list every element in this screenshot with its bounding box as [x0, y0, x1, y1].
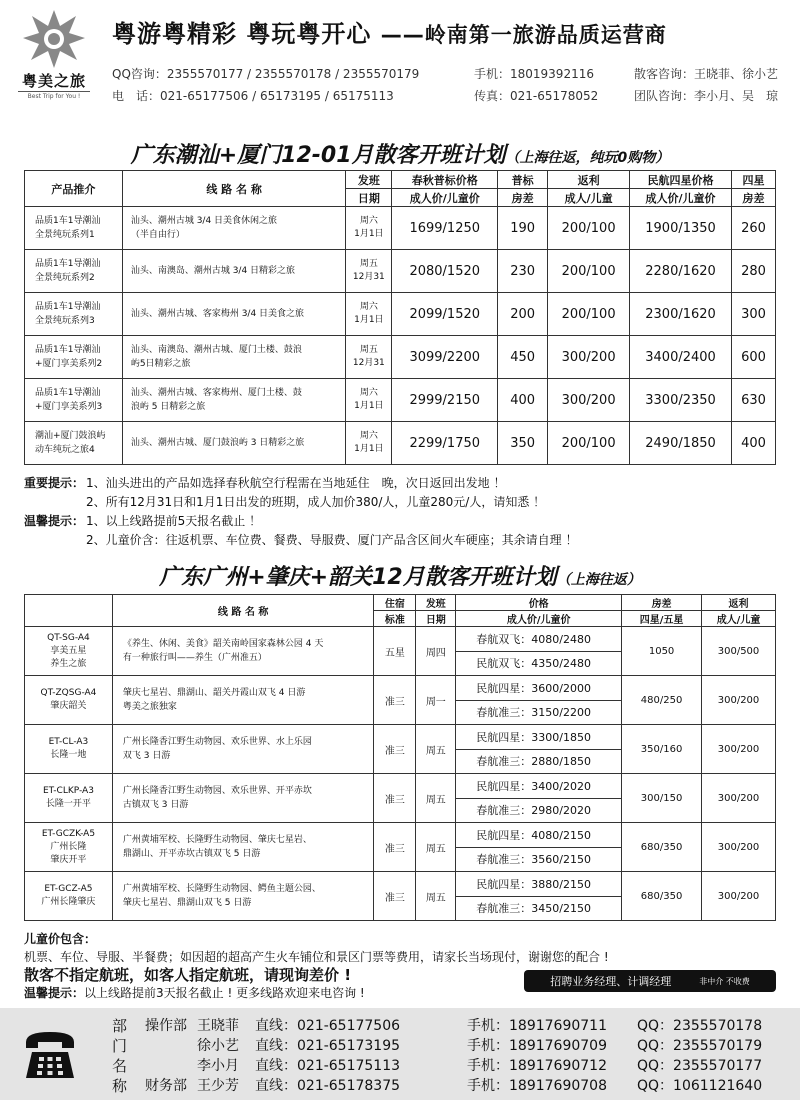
code-line: 肇庆韶关 — [50, 701, 87, 711]
diff-cell: 480/250 — [622, 676, 702, 725]
route-cell — [122, 250, 346, 293]
price-cell: 3099/2200 — [392, 336, 498, 379]
route-cell — [112, 872, 374, 921]
dept-char: 部 — [112, 1017, 128, 1035]
contact-row — [145, 1076, 797, 1096]
route-line: 汕头、南澳岛、潮州古城、厦门土楼、鼓浪 — [130, 345, 302, 355]
product-line: 品质1车1导潮汕 — [35, 216, 101, 226]
rebate-cell: 300/200 — [702, 774, 776, 823]
code-line: ET-GCZ-A5 — [44, 884, 93, 894]
col-diff-bottom: 四星/五星 — [622, 611, 702, 627]
date-cell — [346, 207, 392, 250]
stay-cell: 准三 — [374, 823, 416, 872]
date-cell: 周五 — [416, 774, 456, 823]
product-line: 全景纯玩系列1 — [35, 230, 95, 240]
rebate-cell: 300/500 — [702, 627, 776, 676]
route-line: 广州黄埔军校、长隆野生动物园、肇庆七星岩、 — [122, 835, 312, 845]
rebate-cell: 300/200 — [702, 823, 776, 872]
route-line: 鼎湖山、开平赤坎古镇双飞 5 日游 — [122, 849, 261, 859]
price-cell: 春航准三：3150/2200 — [456, 700, 622, 725]
code-line: 广州长隆肇庆 — [41, 897, 96, 907]
flight-note: 散客不指定航班，如客人指定航班，请现询差价 ! — [24, 966, 352, 984]
date-cell — [346, 336, 392, 379]
price-cell: 2299/1750 — [392, 422, 498, 465]
product-cell — [25, 207, 123, 250]
rebate-cell: 200/100 — [548, 293, 630, 336]
date-line: 周六 — [359, 216, 378, 226]
route-line: 汕头、潮州古城 3/4 日美食休闲之旅 — [130, 216, 278, 226]
route-line: 汕头、潮州古城、厦门鼓浪屿 3 日精彩之旅 — [130, 438, 305, 448]
col-star-top: 四星 — [732, 171, 776, 189]
code-line: 养生之旅 — [50, 658, 87, 669]
diff-cell: 230 — [498, 250, 548, 293]
important-note: 1、汕头进出的产品如选择春秋航空行程需在当地延住 晚，次日返回出发地 ！ — [86, 476, 506, 490]
contact-row — [145, 1056, 797, 1076]
price-cell: 1699/1250 — [392, 207, 498, 250]
diff-cell: 200 — [498, 293, 548, 336]
col-route: 线 路 名 称 — [122, 171, 346, 207]
rebate-cell: 300/200 — [702, 725, 776, 774]
table-row — [25, 250, 776, 293]
logo — [8, 8, 100, 108]
date-line: 周六 — [359, 388, 378, 398]
recruit-badge — [524, 970, 776, 992]
route-line: （半自由行） — [130, 230, 185, 240]
contact-qq: QQ：2355570179 — [637, 1038, 763, 1054]
col-price-bottom: 成人价/儿童价 — [392, 189, 498, 207]
diff-cell: 680/350 — [622, 872, 702, 921]
star-cell: 630 — [732, 379, 776, 422]
dept-char: 称 — [112, 1077, 128, 1095]
recruit-text: 招聘业务经理、计调经理 — [550, 975, 672, 988]
col-diff-top: 普标 — [498, 171, 548, 189]
product-cell — [25, 250, 123, 293]
qq-consult: QQ咨询：2355570177 / 2355570178 / 2355570179 — [112, 66, 420, 81]
col-rebate-bottom: 成人/儿童 — [548, 189, 630, 207]
code-line: QT-SG-A4 — [47, 632, 90, 643]
table-header-row — [25, 171, 776, 189]
diff-cell: 350/160 — [622, 725, 702, 774]
chaoshan-schedule-table — [24, 170, 776, 465]
table-row — [25, 422, 776, 465]
important-note-row — [24, 493, 784, 512]
price-cell: 2099/1520 — [392, 293, 498, 336]
code-line: 肇庆开平 — [50, 854, 87, 865]
price-cell: 民航四星：3400/2020 — [456, 774, 622, 799]
route-line: 《养生、休闲、美食》韶关南岭国家森林公园 4 天 — [122, 639, 324, 649]
table-row — [25, 207, 776, 250]
route-line: 肇庆七星岩、鼎湖山双飞 5 日游 — [122, 898, 252, 908]
rebate-cell: 200/100 — [548, 250, 630, 293]
price-cell: 春航准三：3450/2150 — [456, 896, 622, 921]
stay-cell: 准三 — [374, 676, 416, 725]
product-cell — [25, 336, 123, 379]
route-cell — [122, 336, 346, 379]
product-line: 全景纯玩系列2 — [35, 273, 95, 283]
price-cell: 民航四星：3880/2150 — [456, 872, 622, 897]
warm-note-row — [24, 531, 784, 550]
telephone-icon — [22, 1028, 78, 1082]
route-line: 双飞 3 日游 — [122, 751, 171, 761]
table-row — [25, 774, 776, 799]
product-cell — [25, 379, 123, 422]
table-row — [25, 823, 776, 848]
product-line: +厦门享美系列2 — [35, 359, 103, 369]
diff-cell: 680/350 — [622, 823, 702, 872]
code-line: ET-GCZK-A5 — [41, 828, 96, 839]
col-rebate-top: 返利 — [548, 171, 630, 189]
price-cell: 民航四星：3600/2000 — [456, 676, 622, 701]
contact-line: 直线：021-65175113 — [255, 1058, 401, 1074]
route-cell — [122, 207, 346, 250]
stay-cell: 准三 — [374, 774, 416, 823]
col-date-top: 发班 — [346, 171, 392, 189]
route-line: 广州黄埔军校、长隆野生动物园、鳄鱼主题公园、 — [122, 884, 321, 894]
table-row — [25, 627, 776, 652]
date-cell: 周一 — [416, 676, 456, 725]
date-cell — [346, 250, 392, 293]
slogan-tail: ——岭南第一旅游品质运营商 — [380, 23, 667, 47]
route-line: 汕头、南澳岛、潮州古城 3/4 日精彩之旅 — [130, 266, 296, 276]
minhang-cell: 2300/1620 — [630, 293, 732, 336]
stay-cell: 五星 — [374, 627, 416, 676]
price-cell: 民航四星：3300/1850 — [456, 725, 622, 750]
route-line: 汕头、潮州古城、客家梅州、厦门土楼、鼓 — [130, 388, 302, 398]
star-cell: 280 — [732, 250, 776, 293]
dept-char: 名 — [112, 1057, 128, 1075]
star-cell: 260 — [732, 207, 776, 250]
rebate-cell: 300/200 — [702, 872, 776, 921]
date-line: 12月31 — [352, 358, 385, 368]
rebate-cell: 300/200 — [702, 676, 776, 725]
section2-title-text: 广东广州+肇庆+韶关12月散客开班计划 — [159, 565, 557, 590]
route-line: 浪屿 5 日精彩之旅 — [130, 402, 206, 412]
code-cell — [25, 823, 113, 872]
col-date-bottom: 日期 — [416, 611, 456, 627]
date-line: 周五 — [359, 345, 378, 355]
slogan — [112, 14, 667, 49]
contact-line: 直线：021-65173195 — [255, 1038, 401, 1054]
date-line: 1月1日 — [354, 444, 384, 454]
section2-title — [0, 560, 800, 591]
rebate-cell: 200/100 — [548, 422, 630, 465]
contact-dept: 财务部 — [145, 1078, 187, 1094]
star-cell: 600 — [732, 336, 776, 379]
col-minhang-top: 民航四星价格 — [630, 171, 732, 189]
footer-warm-text: 以上线路提前3天报名截止 ! 更多线路欢迎来电咨询 ! — [84, 986, 365, 1000]
telephone: 电 话：021-65177506 / 65173195 / 65175113 — [112, 88, 394, 103]
product-line: 动车纯玩之旅4 — [35, 445, 95, 455]
price-cell: 2999/2150 — [392, 379, 498, 422]
code-line: 广州长隆 — [50, 841, 87, 852]
contact-list — [145, 1016, 797, 1096]
mobile: 手机：18019392116 — [474, 66, 594, 81]
diff-cell: 190 — [498, 207, 548, 250]
contact-bar — [0, 1008, 800, 1100]
fax: 传真：021-65178052 — [474, 88, 599, 103]
route-line: 有一种旅行叫——养生（广州准五） — [122, 653, 267, 663]
stay-cell: 准三 — [374, 872, 416, 921]
individual-consult: 散客咨询：王晓菲、徐小艺 — [634, 66, 779, 81]
product-line: 品质1车1导潮汕 — [35, 345, 101, 355]
guangzhou-schedule-table — [24, 594, 776, 921]
warm-note: 2、儿童价含：往返机票、车位费、餐费、导服费、厦门产品含区间火车硬座；其余请自理 ！ — [86, 533, 578, 547]
col-route: 线 路 名 称 — [112, 595, 374, 627]
date-cell — [346, 422, 392, 465]
contact-dept: 操作部 — [145, 1018, 187, 1034]
dept-column-label — [112, 1016, 127, 1096]
section1-title — [0, 138, 800, 169]
slogan-main: 粤游粤精彩 粤玩粤开心 — [112, 20, 372, 48]
diff-cell: 450 — [498, 336, 548, 379]
minhang-cell: 1900/1350 — [630, 207, 732, 250]
price-cell: 春航准三：2980/2020 — [456, 798, 622, 823]
kids-label: 儿童价包含： — [24, 932, 97, 946]
col-product: 产品推介 — [25, 171, 123, 207]
route-cell — [112, 774, 374, 823]
price-cell: 民航双飞：4350/2480 — [456, 651, 622, 676]
col-stay-bottom: 标准 — [374, 611, 416, 627]
col-rebate-top: 返利 — [702, 595, 776, 611]
product-line: +厦门享美系列3 — [35, 402, 103, 412]
code-line: ET-CL-A3 — [48, 737, 89, 747]
date-line: 周六 — [359, 302, 378, 312]
route-line: 广州长隆香江野生动物园、欢乐世界、水上乐园 — [122, 737, 312, 747]
dept-char: 门 — [112, 1037, 128, 1055]
warm-label: 温馨提示： — [24, 514, 85, 528]
code-line: 长隆一开平 — [45, 799, 91, 809]
date-line: 周五 — [359, 259, 378, 269]
rebate-cell: 300/200 — [548, 336, 630, 379]
date-cell: 周四 — [416, 627, 456, 676]
header — [0, 0, 800, 110]
date-line: 12月31 — [352, 272, 385, 282]
contact-name: 王少芳 — [197, 1078, 239, 1094]
diff-cell: 350 — [498, 422, 548, 465]
col-diff-bottom: 房差 — [498, 189, 548, 207]
code-cell — [25, 627, 113, 676]
contact-mobile: 手机：18917690711 — [467, 1018, 607, 1034]
date-cell: 周五 — [416, 725, 456, 774]
route-cell — [112, 725, 374, 774]
product-line: 潮汕+厦门鼓浪屿 — [35, 431, 106, 441]
product-line: 品质1车1导潮汕 — [35, 388, 101, 398]
contact-name: 王晓菲 — [197, 1018, 239, 1034]
table-row — [25, 379, 776, 422]
col-stay-top: 住宿 — [374, 595, 416, 611]
star-cell: 400 — [732, 422, 776, 465]
header-contact-row — [112, 84, 796, 106]
code-line: QT-ZQSG-A4 — [40, 688, 97, 698]
minhang-cell: 3300/2350 — [630, 379, 732, 422]
important-note: 2、所有12月31日和1月1日出发的班期，成人加价380/人，儿童280元/人，请知悉 ！ — [86, 495, 546, 509]
important-label: 重要提示： — [24, 476, 85, 490]
code-cell — [25, 872, 113, 921]
rebate-cell: 300/200 — [548, 379, 630, 422]
contact-mobile: 手机：18917690712 — [467, 1058, 607, 1074]
price-cell: 民航四星：4080/2150 — [456, 823, 622, 848]
star-cell: 300 — [732, 293, 776, 336]
col-minhang-bottom: 成人价/儿童价 — [630, 189, 732, 207]
rebate-cell: 200/100 — [548, 207, 630, 250]
contact-qq: QQ：2355570178 — [637, 1018, 763, 1034]
col-price-top: 价格 — [456, 595, 622, 611]
contact-qq: QQ：1061121640 — [637, 1078, 763, 1094]
col-price-bottom: 成人价/儿童价 — [456, 611, 622, 627]
contact-mobile: 手机：18917690708 — [467, 1078, 607, 1094]
code-line: 享美五星 — [50, 645, 87, 656]
contact-name: 徐小艺 — [197, 1038, 239, 1054]
contact-name: 李小月 — [197, 1058, 239, 1074]
product-line: 品质1车1导潮汕 — [35, 302, 101, 312]
contact-mobile: 手机：18917690709 — [467, 1038, 607, 1054]
code-line: 长隆一地 — [50, 750, 87, 760]
warm-note-row — [24, 512, 784, 531]
table-row — [25, 725, 776, 750]
col-star-bottom: 房差 — [732, 189, 776, 207]
route-cell — [112, 627, 374, 676]
route-cell — [122, 293, 346, 336]
route-line: 粤美之旅独家 — [122, 702, 177, 712]
warm-note: 1、以上线路提前5天报名截止 ！ — [86, 514, 262, 528]
contact-row — [145, 1016, 797, 1036]
diff-cell: 300/150 — [622, 774, 702, 823]
date-cell — [346, 379, 392, 422]
route-cell — [122, 379, 346, 422]
minhang-cell: 3400/2400 — [630, 336, 732, 379]
important-note-row — [24, 474, 784, 493]
minhang-cell: 2280/1620 — [630, 250, 732, 293]
contact-dept — [145, 1056, 197, 1076]
price-cell: 春航准三：2880/1850 — [456, 749, 622, 774]
price-cell: 2080/1520 — [392, 250, 498, 293]
contact-line: 直线：021-65177506 — [255, 1018, 401, 1034]
diff-cell: 400 — [498, 379, 548, 422]
route-line: 屿5日精彩之旅 — [130, 359, 191, 369]
notes — [24, 474, 784, 550]
date-cell — [346, 293, 392, 336]
route-line: 广州长隆香江野生动物园、欢乐世界、开平赤坎 — [122, 786, 312, 796]
section1-subtitle: （上海往返，纯玩0购物） — [505, 150, 670, 166]
code-cell — [25, 725, 113, 774]
col-rebate-bottom: 成人/儿童 — [702, 611, 776, 627]
stay-cell: 准三 — [374, 725, 416, 774]
date-line: 1月1日 — [354, 401, 384, 411]
col-code — [25, 595, 113, 627]
route-cell — [112, 823, 374, 872]
route-line: 肇庆七星岩、鼎湖山、韶关丹霞山双飞 4 日游 — [122, 688, 306, 698]
contact-line: 直线：021-65178375 — [255, 1078, 401, 1094]
code-line: ET-CLKP-A3 — [42, 786, 94, 796]
section1-title-text: 广东潮汕+厦门12-01月散客开班计划 — [130, 143, 506, 168]
price-cell: 春航双飞：4080/2480 — [456, 627, 622, 652]
product-cell — [25, 293, 123, 336]
product-line: 全景纯玩系列3 — [35, 316, 95, 326]
section2-subtitle: （上海往返） — [556, 572, 641, 588]
diff-cell: 1050 — [622, 627, 702, 676]
logo-tagline: Best Trip for You ! — [18, 91, 90, 100]
date-cell: 周五 — [416, 823, 456, 872]
header-contacts — [112, 62, 796, 106]
code-cell — [25, 774, 113, 823]
star-burst-icon — [21, 8, 87, 70]
route-line: 古镇双飞 3 日游 — [122, 800, 189, 810]
table-row — [25, 336, 776, 379]
logo-name: 粤美之旅 — [21, 72, 86, 90]
kids-text: 机票、车位、导服、半餐费；如因超的超高产生火车铺位和景区门票等费用，请家长当场现付，谢谢您的配合 ! — [24, 950, 609, 964]
table-header-row — [25, 595, 776, 611]
route-cell — [122, 422, 346, 465]
table-row — [25, 676, 776, 701]
contact-qq: QQ：2355570177 — [637, 1058, 763, 1074]
product-line: 品质1车1导潮汕 — [35, 259, 101, 269]
recruit-small: 非中介 不收费 — [699, 976, 750, 986]
minhang-cell: 2490/1850 — [630, 422, 732, 465]
header-contact-row — [112, 62, 796, 84]
col-date-bottom: 日期 — [346, 189, 392, 207]
route-cell — [112, 676, 374, 725]
group-consult: 团队咨询：李小月、吴 琼 — [634, 88, 779, 103]
contact-row — [145, 1036, 797, 1056]
date-cell: 周五 — [416, 872, 456, 921]
date-line: 周六 — [359, 431, 378, 441]
price-cell: 春航准三：3560/2150 — [456, 847, 622, 872]
product-cell — [25, 422, 123, 465]
contact-dept — [145, 1036, 197, 1056]
col-price-top: 春秋普标价格 — [392, 171, 498, 189]
date-line: 1月1日 — [354, 315, 384, 325]
code-cell — [25, 676, 113, 725]
date-line: 1月1日 — [354, 229, 384, 239]
footer-warm-label: 温馨提示： — [24, 986, 85, 1000]
table-row — [25, 872, 776, 897]
col-diff-top: 房差 — [622, 595, 702, 611]
col-date-top: 发班 — [416, 595, 456, 611]
table-row — [25, 293, 776, 336]
route-line: 汕头、潮州古城、客家梅州 3/4 日美食之旅 — [130, 309, 305, 319]
